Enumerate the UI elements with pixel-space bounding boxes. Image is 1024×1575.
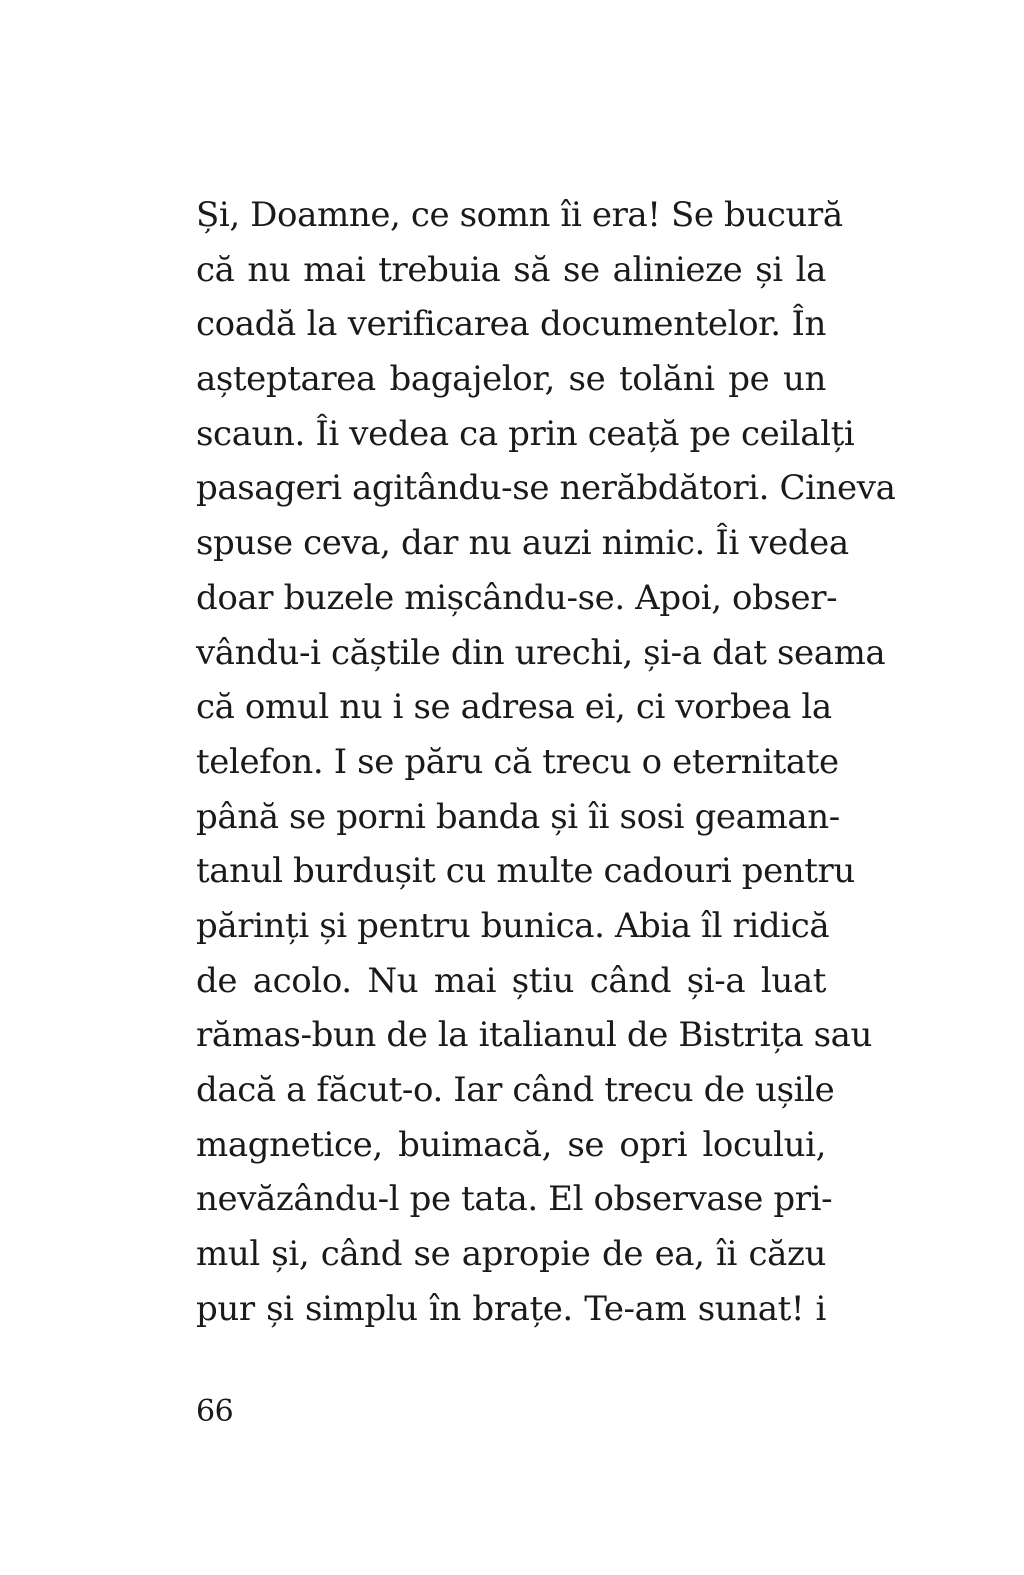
- body-text: [196, 188, 896, 1336]
- text-line: Și, Doamne, ce somn îi era! Se bucură: [196, 195, 843, 235]
- text-line: vându-i căștile din urechi, și-a dat seama: [196, 632, 886, 673]
- page-number: 66: [196, 1394, 234, 1429]
- text-line: că nu mai trebuia să se alinieze și la: [196, 249, 826, 290]
- text-line: pasageri agitându-se nerăbdători. Cineva: [196, 468, 896, 509]
- text-line: pur și simplu în brațe. Te-am sunat! i: [196, 1288, 826, 1329]
- text-line: coadă la verificarea documentelor. În: [196, 304, 826, 345]
- text-line: spuse ceva, dar nu auzi nimic. Îi vedea: [196, 523, 849, 564]
- text-line: dacă a făcut-o. Iar când trecu de ușile: [196, 1070, 835, 1110]
- text-line: rămas-bun de la italianul de Bistrița sau: [196, 1015, 873, 1056]
- text-line: doar buzele mișcându-se. Apoi, obser-: [196, 577, 838, 618]
- text-line: că omul nu i se adresa ei, ci vorbea la: [196, 687, 832, 728]
- text-line: părinți și pentru bunica. Abia îl ridică: [196, 905, 830, 946]
- text-line: nevăzându-l pe tata. El observase pri-: [196, 1179, 833, 1220]
- text-line: telefon. I se păru că trecu o eternitate: [196, 741, 839, 782]
- text-line: de acolo. Nu mai știu când și-a luat: [196, 960, 826, 1001]
- text-line: așteptarea bagajelor, se tolăni pe un: [196, 359, 826, 400]
- text-line: scaun. Îi vedea ca prin ceață pe ceilalți: [196, 413, 855, 454]
- text-line: magnetice, buimacă, se opri locului,: [196, 1124, 826, 1165]
- text-line: mul și, când se apropie de ea, îi căzu: [196, 1234, 826, 1275]
- text-line: până se porni banda și îi sosi geaman-: [196, 796, 840, 837]
- text-line: tanul burdușit cu multe cadouri pentru: [196, 851, 855, 892]
